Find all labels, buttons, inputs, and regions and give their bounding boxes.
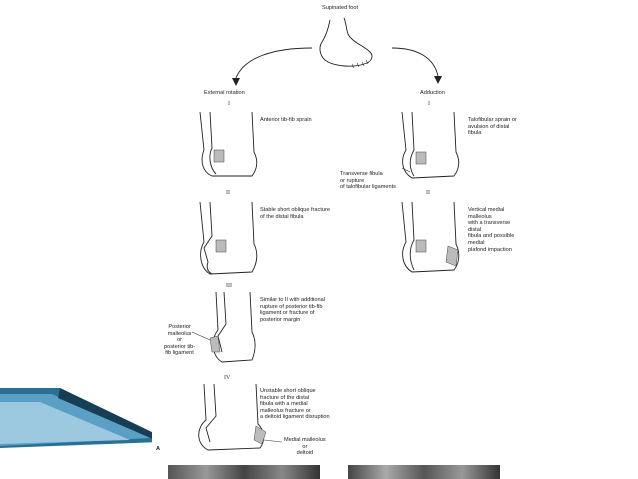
diagram-title: Supinated foot	[322, 5, 359, 11]
foot-illustration	[320, 18, 372, 68]
right-stage-1-text: Talofibular sprain or avulsion of distal fibula	[468, 117, 517, 137]
ankle-left-stage-3	[192, 292, 255, 362]
panel-letter: A	[156, 446, 161, 452]
branch-label-adduction: Adduction	[420, 90, 445, 96]
ankle-left-stage-2	[200, 202, 257, 274]
callout-posterior-malleolus: Posterior malleolus or posterior tib- fib ligament	[164, 324, 196, 357]
right-stage-2-text: Vertical medial malleolus with a transverse distal fibula and possible medial plafond impaction	[468, 207, 515, 253]
ankle-left-stage-1	[200, 112, 257, 176]
arrow-adduction	[392, 48, 438, 76]
left-stage-4-text: Unstable short oblique fracture of the distal fibula with a medial malleolus fracture or a deltoid ligament disruption	[260, 388, 330, 421]
xray-strip-right	[348, 465, 500, 479]
left-stage-3-numeral: III	[226, 283, 232, 289]
callout-medial-malleolus: Medial malleolus or deltoid	[284, 437, 326, 457]
ankle-right-stage-2	[402, 202, 459, 272]
left-stage-3-text: Similar to II with additional rupture of posterior tib-fib ligament or fracture of posterior margin	[260, 297, 325, 323]
arrowhead-left	[232, 78, 240, 86]
left-stage-1-text: Anterior tib-fib sprain	[260, 117, 312, 123]
arrowhead-right	[434, 76, 442, 84]
branch-label-external-rotation: External rotation	[204, 90, 245, 96]
ankle-right-stage-1	[402, 112, 459, 178]
left-stage-4-numeral: IV	[224, 375, 231, 381]
xray-strip-left	[168, 465, 320, 479]
right-stage-2-numeral: II	[426, 190, 430, 196]
left-stage-2-text: Stable short oblique fracture of the distal fibula	[260, 207, 330, 220]
callout-transverse-fibula: Transverse fibula or rupture of talofibular ligaments	[340, 171, 396, 191]
diagram-drawing	[152, 0, 517, 479]
slide-accent-decoration	[0, 388, 160, 448]
left-stage-1-numeral: I	[228, 101, 230, 107]
fracture-classification-figure	[152, 0, 517, 479]
left-stage-2-numeral: II	[226, 190, 230, 196]
right-stage-1-numeral: I	[428, 101, 430, 107]
arrow-external-rotation	[236, 48, 312, 78]
